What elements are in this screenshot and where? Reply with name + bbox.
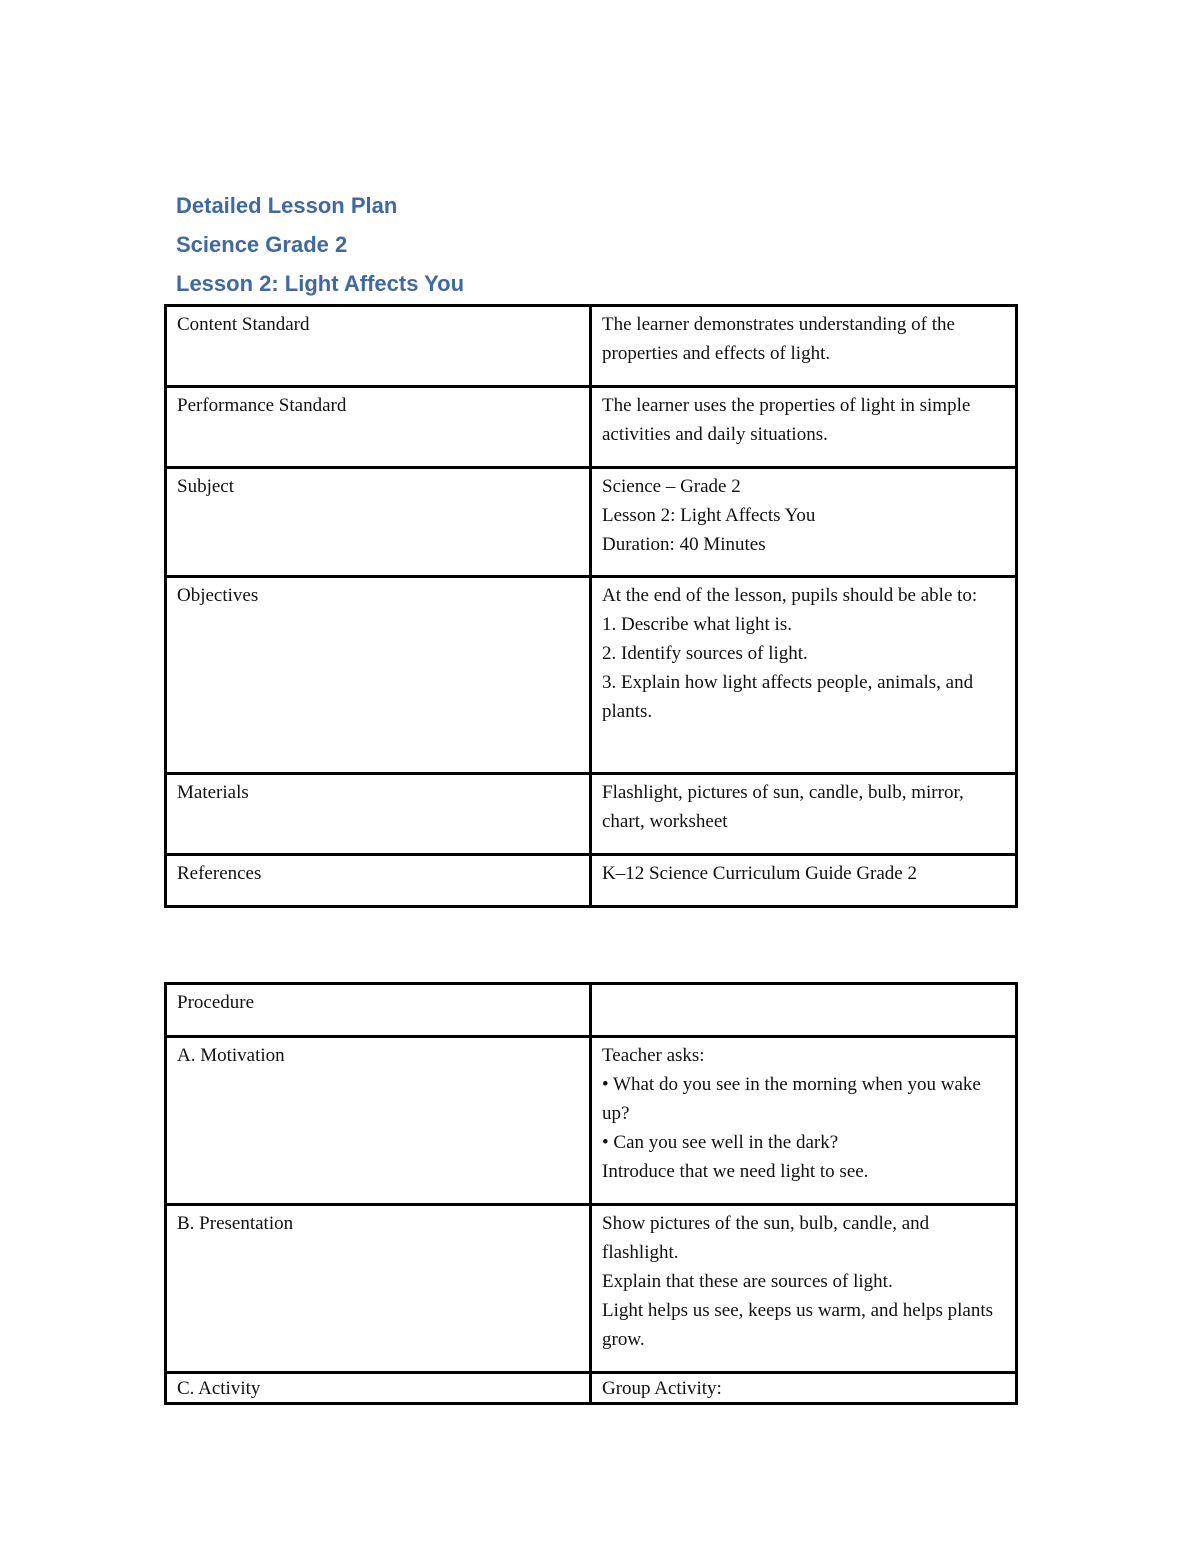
content-line: 3. Explain how light affects people, animals, and plants.	[602, 672, 978, 722]
content-line: Lesson 2: Light Affects You	[602, 505, 816, 526]
row-label: Objectives	[166, 577, 591, 774]
content-line: Flashlight, pictures of sun, candle, bulb, mirror, chart, worksheet	[602, 782, 969, 832]
content-line: Teacher asks:	[602, 1045, 705, 1066]
content-line: Light helps us see, keeps us warm, and helps plants grow.	[602, 1300, 998, 1350]
row-label: Performance Standard	[166, 387, 591, 468]
row-content	[591, 1205, 1017, 1373]
row-content	[591, 984, 1017, 1037]
table-row	[166, 306, 1017, 387]
lesson-title-heading: Lesson 2: Light Affects You	[176, 271, 465, 296]
row-content	[591, 468, 1017, 577]
table-row	[166, 577, 1017, 774]
content-line: K–12 Science Curriculum Guide Grade 2	[602, 863, 917, 884]
table-row	[166, 855, 1017, 907]
row-content	[591, 577, 1017, 774]
content-line: Explain that these are sources of light.	[602, 1271, 893, 1292]
content-line: At the end of the lesson, pupils should be able to:	[602, 585, 978, 606]
content-line: • Can you see well in the dark?	[602, 1132, 839, 1153]
row-label: Subject	[166, 468, 591, 577]
standards-table	[164, 304, 1018, 908]
content-line: The learner demonstrates understanding of the properties and effects of light.	[602, 314, 960, 364]
row-label: A. Motivation	[166, 1037, 591, 1205]
row-content	[591, 855, 1017, 907]
procedure-table	[164, 982, 1018, 1405]
row-content	[591, 1373, 1017, 1404]
table-row	[166, 774, 1017, 855]
row-label: Materials	[166, 774, 591, 855]
content-line: 2. Identify sources of light.	[602, 643, 808, 664]
content-line: Show pictures of the sun, bulb, candle, and flashlight.	[602, 1213, 934, 1263]
table-row	[166, 1373, 1017, 1404]
table-row	[166, 1037, 1017, 1205]
content-line: Science – Grade 2	[602, 476, 741, 497]
row-label: Procedure	[166, 984, 591, 1037]
document-title: Detailed Lesson Plan	[176, 193, 398, 218]
content-line: Duration: 40 Minutes	[602, 534, 766, 555]
table-row	[166, 468, 1017, 577]
content-line: 1. Describe what light is.	[602, 614, 792, 635]
content-line: The learner uses the properties of light in simple activities and daily situations.	[602, 395, 976, 445]
content-line: Group Activity:	[602, 1378, 722, 1399]
row-label: C. Activity	[166, 1373, 591, 1404]
content-line: Introduce that we need light to see.	[602, 1161, 869, 1182]
subject-grade-heading: Science Grade 2	[176, 232, 348, 257]
row-content	[591, 387, 1017, 468]
content-line: • What do you see in the morning when you wake up?	[602, 1074, 986, 1124]
row-content	[591, 1037, 1017, 1205]
table-row	[166, 1205, 1017, 1373]
row-label: References	[166, 855, 591, 907]
row-label: B. Presentation	[166, 1205, 591, 1373]
row-content	[591, 774, 1017, 855]
table-row	[166, 387, 1017, 468]
row-label: Content Standard	[166, 306, 591, 387]
row-content	[591, 306, 1017, 387]
table-row	[166, 984, 1017, 1037]
